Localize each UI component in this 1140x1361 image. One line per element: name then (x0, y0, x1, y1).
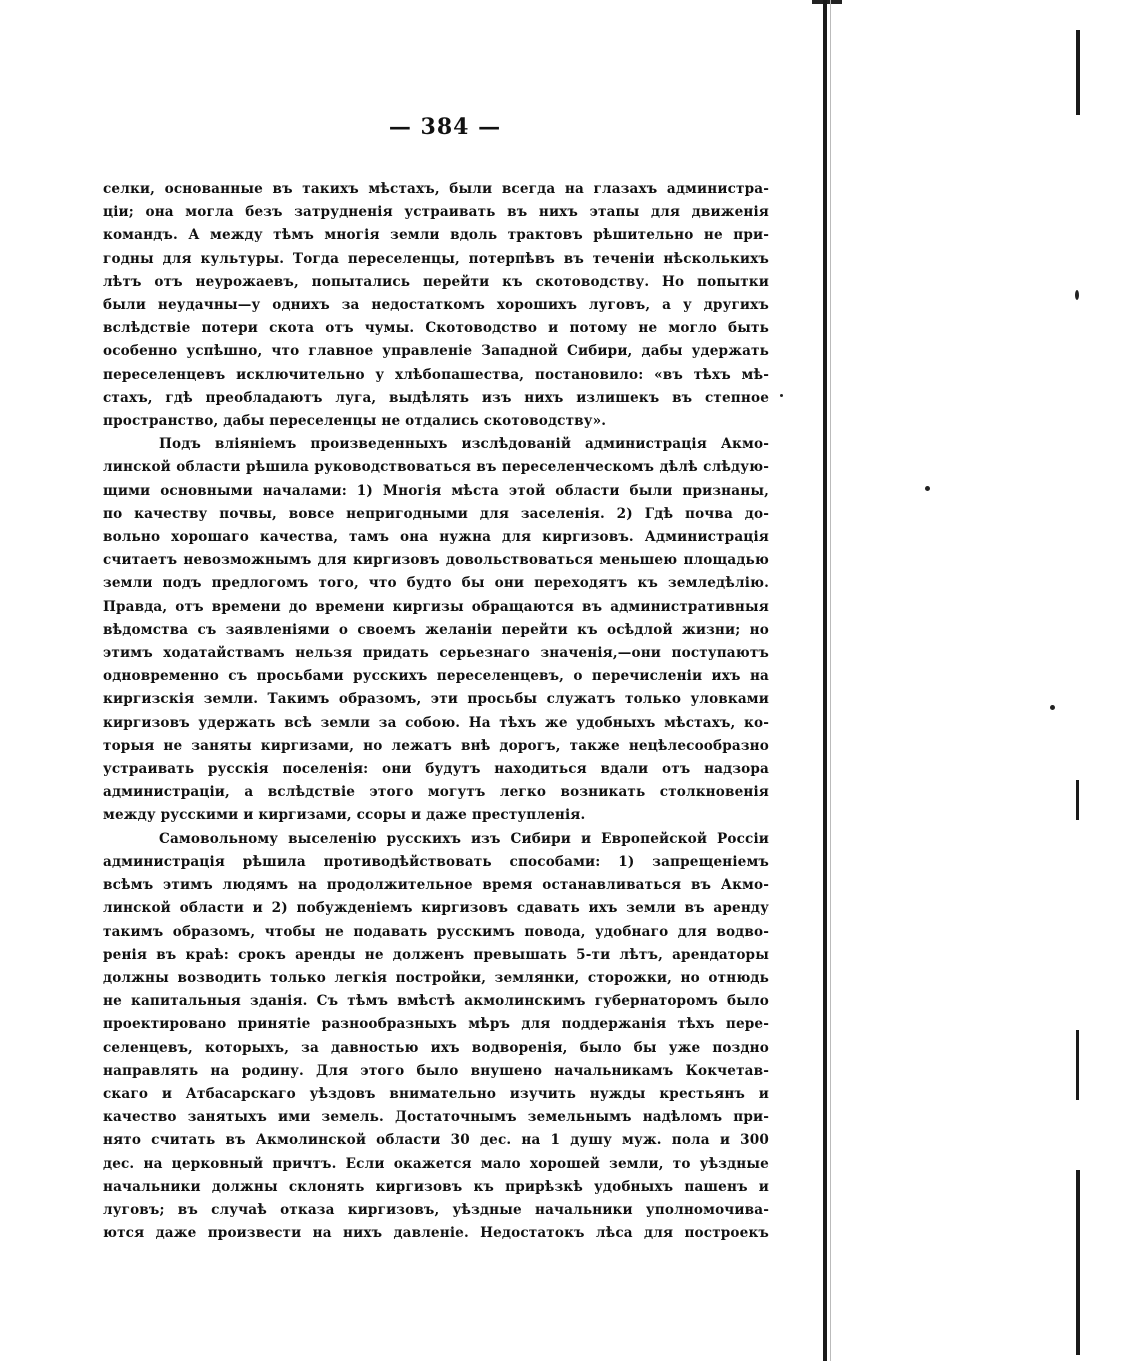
text-line: всѣмъ этимъ людямъ на продолжительное время останавливаться въ Акмо- (103, 877, 769, 894)
paragraph-3 (103, 828, 769, 1246)
scan-speck (780, 394, 783, 397)
text-line: администраціи, а вслѣдствіе этого могутъ легко возникать столкновенія (103, 784, 769, 801)
text-line: нято считать въ Акмолинской области 30 дес. на 1 душу муж. пола и 300 (103, 1132, 769, 1149)
scan-top-edge (812, 0, 842, 4)
paragraph-1 (103, 178, 769, 433)
text-line: такимъ образомъ, чтобы не подавать русскимъ повода, удобнаго для водво- (103, 923, 769, 940)
text-line: между русскими и киргизами, ссоры и даже преступленія. (103, 807, 586, 824)
text-line: командъ. А между тѣмъ многія земли вдоль трактовъ рѣшительно не при- (103, 227, 769, 244)
facing-page-edge-bottom (1076, 1170, 1080, 1355)
text-line: проектировано принятіе разнообразныхъ мѣръ для поддержанія тѣхъ пере- (103, 1016, 769, 1033)
paragraph-2 (103, 433, 769, 827)
text-line: земли подъ предлогомъ того, что будто бы они переходятъ къ земледѣлію. (103, 575, 769, 592)
text-line: селенцевъ, которыхъ, за давностью ихъ водворенія, было бы уже поздно (103, 1039, 769, 1056)
text-line: ются даже произвести на нихъ давленіе. Недостатокъ лѣса для построекъ (103, 1225, 769, 1242)
text-line: пространство, дабы переселенцы не отдались скотоводству». (103, 413, 607, 430)
binding-gutter-line (823, 0, 827, 1361)
facing-page-edge-upper (1076, 30, 1080, 115)
text-line: годны для культуры. Тогда переселенцы, потерпѣвъ въ теченіи нѣсколькихъ (103, 250, 769, 267)
text-line: щими основными началами: 1) Многія мѣста этой области были признаны, (103, 482, 769, 499)
text-line: Подъ вліяніемъ произведенныхъ изслѣдованій администрація Акмо- (159, 436, 769, 453)
facing-page-edge-lower (1076, 1030, 1079, 1100)
text-line: этимъ ходатайствамъ нельзя придать серьезнаго значенія,—они поступаютъ (103, 645, 769, 662)
body-text (103, 178, 769, 1245)
text-line: торыя не заняты киргизами, но лежатъ внѣ дорогъ, также нецѣлесообразно (103, 737, 769, 754)
text-line: были неудачны—у однихъ за недостаткомъ хорошихъ луговъ, а у другихъ (103, 297, 769, 314)
text-line: киргизовъ удержать всѣ земли за собою. На тѣхъ же удобныхъ мѣстахъ, ко- (103, 714, 769, 731)
scan-speck (925, 486, 930, 491)
binding-gutter-shadow (830, 0, 831, 1361)
text-line: дес. на церковный причтъ. Если окажется мало хорошей земли, то уѣздные (103, 1155, 769, 1172)
text-line: ренія въ краѣ: срокъ аренды не долженъ превышать 5-ти лѣтъ, арендаторы (103, 946, 769, 963)
text-line: вѣдомства съ заявленіями о своемъ желаніи перейти къ осѣдлой жизни; но (103, 621, 769, 638)
text-line: по качеству почвы, вовсе непригодными для заселенія. 2) Гдѣ почва до- (103, 505, 769, 522)
text-line: особенно успѣшно, что главное управленіе Западной Сибири, дабы удержать (103, 343, 769, 360)
text-line: начальники должны склонять киргизовъ къ прирѣзкѣ удобныхъ пашенъ и (103, 1178, 769, 1195)
scan-speck (1075, 290, 1079, 300)
text-line: стахъ, гдѣ преобладаютъ луга, выдѣлять изъ нихъ излишекъ въ степное (103, 389, 769, 406)
text-line: считаетъ невозможнымъ для киргизовъ довольствоваться меньшею площадью (103, 552, 769, 569)
page-number: — 384 — (388, 114, 502, 140)
text-line: линской области и 2) побужденіемъ киргизовъ сдавать ихъ земли въ аренду (103, 900, 769, 917)
text-line: киргизскія земли. Такимъ образомъ, эти просьбы служатъ только уловками (103, 691, 769, 708)
text-line: скаго и Атбасарскаго уѣздовъ внимательно изучить нужды крестьянъ и (103, 1085, 769, 1102)
text-line: администрація рѣшила противодѣйствовать способами: 1) запрещеніемъ (103, 853, 769, 870)
facing-page-edge-mid (1076, 780, 1079, 820)
text-line: направлять на родину. Для этого было внушено начальникамъ Кокчетав- (103, 1062, 769, 1079)
text-line: переселенцевъ исключительно у хлѣбопашества, постановило: «въ тѣхъ мѣ- (103, 366, 769, 383)
text-line: луговъ; въ случаѣ отказа киргизовъ, уѣздные начальники уполномочива- (103, 1201, 769, 1218)
text-line: Самовольному выселенію русскихъ изъ Сибири и Европейской Россіи (159, 830, 769, 847)
scan-speck (1050, 705, 1055, 710)
text-line: Правда, отъ времени до времени киргизы обращаются въ административныя (103, 598, 769, 615)
text-line: качество занятыхъ ими земель. Достаточнымъ земельнымъ надѣломъ при- (103, 1109, 769, 1126)
text-line: ціи; она могла безъ затрудненія устраивать въ нихъ этапы для движенія (103, 204, 769, 221)
text-line: не капитальныя зданія. Съ тѣмъ вмѣстѣ акмолинскимъ губернаторомъ было (103, 993, 769, 1010)
text-line: одновременно съ просьбами русскихъ переселенцевъ, о перечисленіи ихъ на (103, 668, 769, 685)
text-line: вслѣдствіе потери скота отъ чумы. Скотоводство и потому не могло быть (103, 320, 769, 337)
text-line: селки, основанные въ такихъ мѣстахъ, были всегда на глазахъ администра- (103, 181, 769, 197)
text-line: линской области рѣшила руководствоваться въ переселенческомъ дѣлѣ слѣдую- (103, 459, 769, 476)
text-line: устраивать русскія поселенія: они будутъ находиться вдали отъ надзора (103, 761, 769, 778)
text-line: вольно хорошаго качества, тамъ она нужна для киргизовъ. Администрація (103, 529, 769, 546)
text-line: лѣтъ отъ неурожаевъ, попытались перейти къ скотоводству. Но попытки (103, 273, 769, 290)
text-line: должны возводить только легкія постройки, землянки, сторожки, но отнюдь (103, 969, 769, 986)
